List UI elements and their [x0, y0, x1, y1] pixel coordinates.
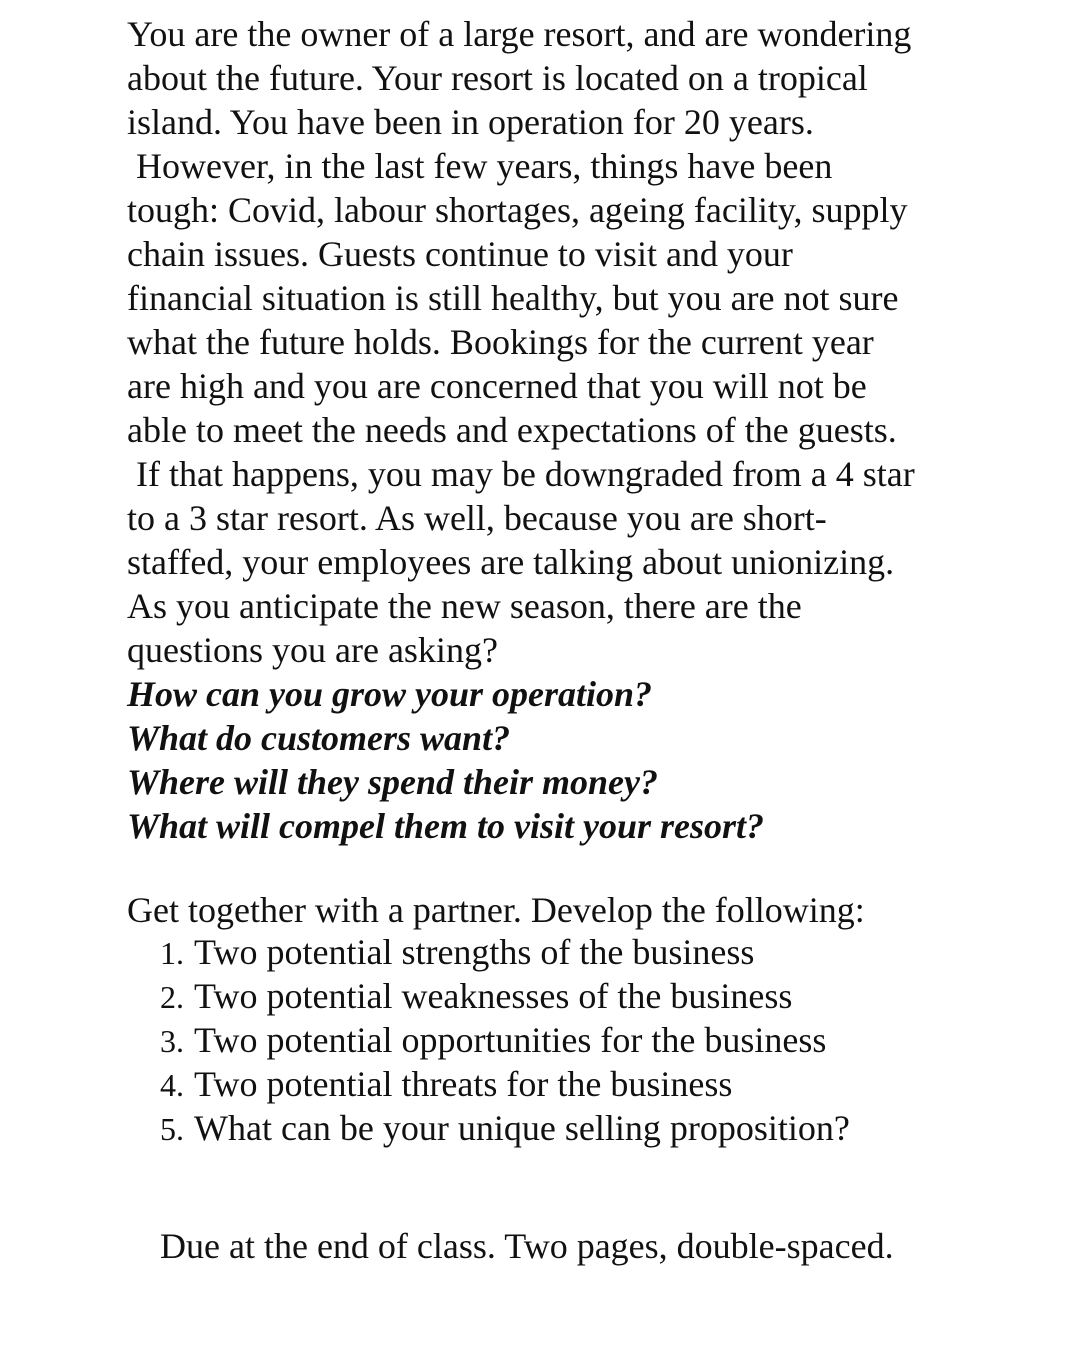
question-line: How can you grow your operation? — [127, 674, 653, 714]
intro-line: are high and you are concerned that you will not be — [127, 366, 867, 406]
task-item — [160, 974, 792, 1019]
question-line: What do customers want? — [127, 718, 511, 758]
task-number: 4. — [160, 1067, 184, 1103]
intro-line: to a 3 star resort. As well, because you are short- — [127, 498, 827, 538]
intro-line: island. You have been in operation for 20 years. — [127, 102, 814, 142]
task-number: 5. — [160, 1111, 184, 1147]
instruction-line: Get together with a partner. Develop the following: — [127, 890, 865, 930]
task-text: Two potential weaknesses of the business — [194, 976, 793, 1016]
intro-line: able to meet the needs and expectations of the guests. — [127, 410, 897, 450]
task-text: Two potential opportunities for the business — [194, 1020, 827, 1060]
task-text: Two potential strengths of the business — [194, 932, 755, 972]
task-item — [160, 930, 754, 975]
task-number: 1. — [160, 935, 184, 971]
intro-line: As you anticipate the new season, there are the — [127, 586, 802, 626]
intro-line: staffed, your employees are talking about unionizing. — [127, 542, 895, 582]
question-line: Where will they spend their money? — [127, 762, 658, 802]
task-number: 3. — [160, 1023, 184, 1059]
task-text: Two potential threats for the business — [194, 1064, 733, 1104]
intro-line: about the future. Your resort is located on a tropical — [127, 58, 868, 98]
intro-line: However, in the last few years, things have been — [136, 146, 833, 186]
intro-line: chain issues. Guests continue to visit and your — [127, 234, 793, 274]
task-item — [160, 1062, 732, 1107]
intro-line: tough: Covid, labour shortages, ageing facility, supply — [127, 190, 908, 230]
intro-line: questions you are asking? — [127, 630, 498, 670]
intro-line: You are the owner of a large resort, and are wondering — [127, 14, 912, 54]
task-text: What can be your unique selling proposition? — [194, 1108, 850, 1148]
intro-line: what the future holds. Bookings for the current year — [127, 322, 874, 362]
question-line: What will compel them to visit your resort? — [127, 806, 765, 846]
task-item — [160, 1018, 826, 1063]
intro-line: If that happens, you may be downgraded from a 4 star — [136, 454, 915, 494]
intro-line: financial situation is still healthy, but you are not sure — [127, 278, 899, 318]
due-note: Due at the end of class. Two pages, double-spaced. — [160, 1226, 894, 1266]
task-number: 2. — [160, 979, 184, 1015]
task-item — [160, 1106, 850, 1151]
